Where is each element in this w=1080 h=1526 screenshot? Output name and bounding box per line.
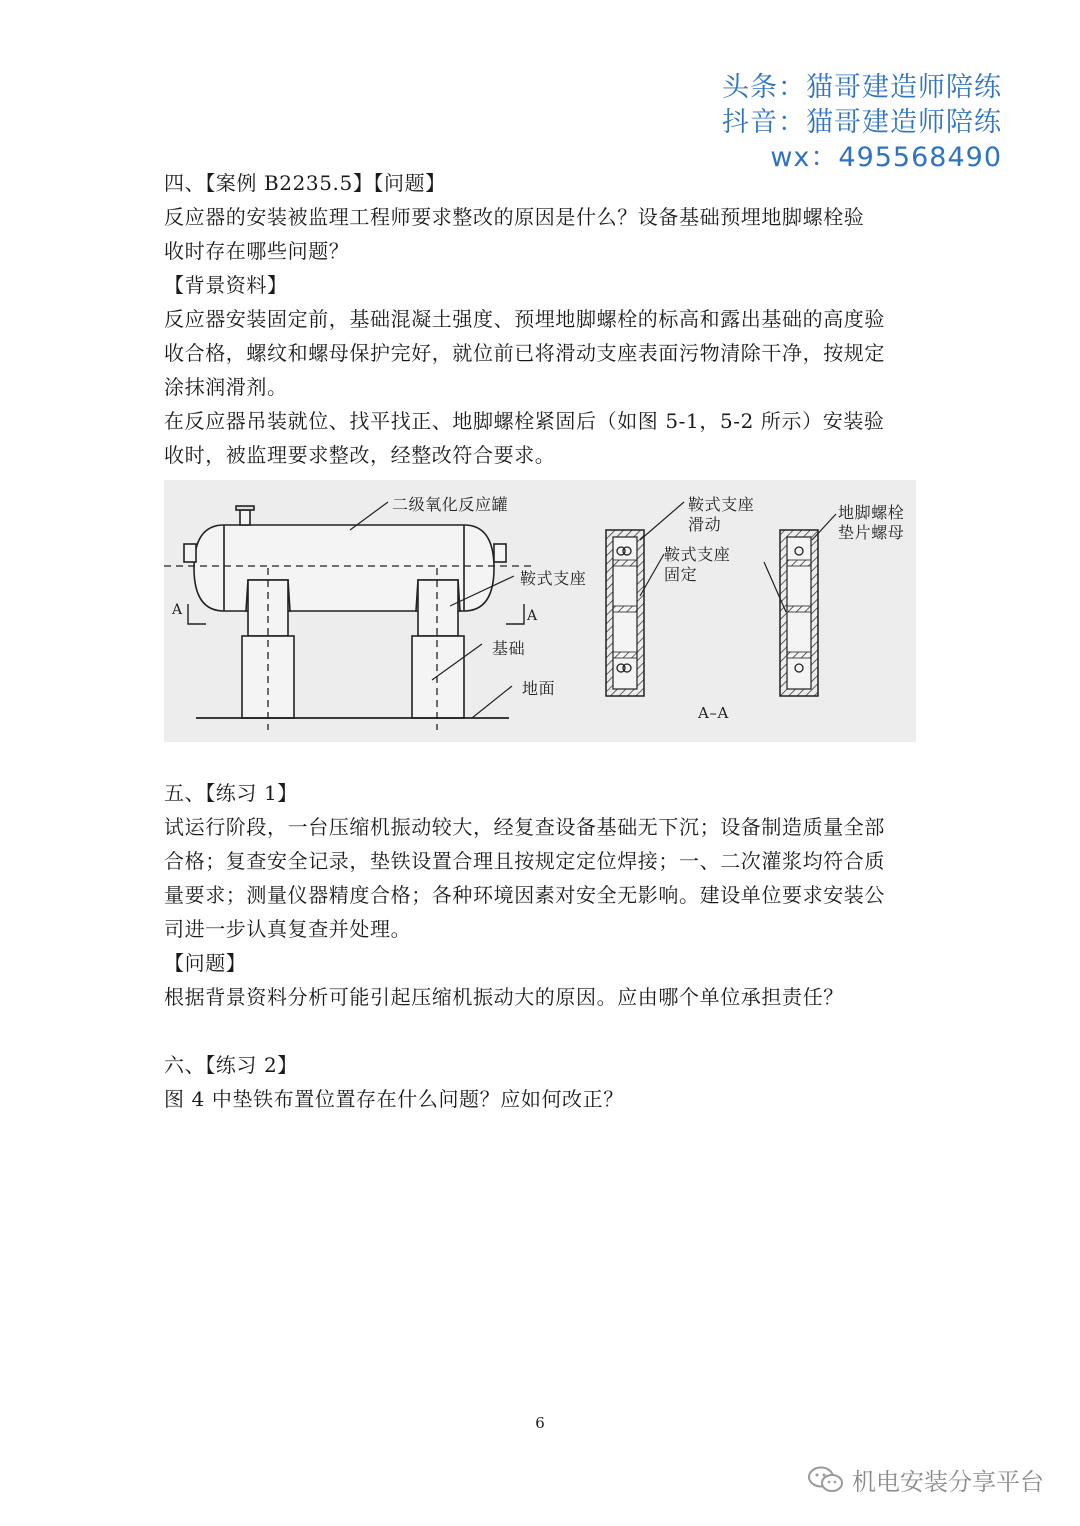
- brand-name: 机电安装分享平台: [852, 1468, 1044, 1496]
- section-mark-left: A: [172, 602, 183, 618]
- section-mark-right: A: [527, 608, 538, 624]
- section-5-paragraph-line: 量要求；测量仪器精度合格；各种环境因素对安全无影响。建设单位要求安装公: [164, 883, 885, 907]
- reactor-figure: [164, 480, 916, 742]
- background-line: 涂抹润滑剂。: [164, 375, 288, 399]
- watermark-line-2: 抖音：猫哥建造师陪练: [722, 107, 1002, 138]
- tank-label: 二级氧化反应罐: [392, 495, 509, 514]
- section-5-paragraph-line: 试运行阶段，一台压缩机振动较大，经复查设备基础无下沉；设备制造质量全部: [164, 815, 885, 839]
- watermark: [722, 70, 1002, 175]
- section-4-question-line: 反应器的安装被监理工程师要求整改的原因是什么？设备基础预埋地脚螺栓验: [164, 205, 865, 229]
- reactor-diagram: [164, 480, 916, 742]
- background-line: 反应器安装固定前，基础混凝土强度、预埋地脚螺栓的标高和露出基础的高度验: [164, 307, 885, 331]
- section-5-question: 根据背景资料分析可能引起压缩机振动大的原因。应由哪个单位承担责任？: [164, 985, 844, 1009]
- saddle-label: 鞍式支座: [520, 569, 587, 588]
- sliding-saddle-section: [606, 530, 644, 696]
- watermark-line-3: wx：495568490: [770, 142, 1002, 173]
- fixed-saddle-section: [780, 530, 818, 696]
- section-6-question: 图 4 中垫铁布置位置存在什么问题？应如何改正？: [164, 1087, 624, 1111]
- watermark-line-1: 头条：猫哥建造师陪练: [722, 72, 1002, 103]
- section-4-heading: 四、【案例 B2235.5】【问题】: [164, 171, 446, 195]
- section-4-question-line: 收时存在哪些问题？: [164, 239, 350, 263]
- wechat-icon: [808, 1466, 844, 1494]
- section-5-paragraph-line: 司进一步认真复查并处理。: [164, 917, 412, 941]
- background-line: 收时，被监理要求整改，经整改符合要求。: [164, 443, 556, 467]
- fixed-saddle-label-2: 固定: [664, 565, 698, 584]
- section-title: A–A: [698, 704, 729, 722]
- anchor-bolt-label-1: 地脚螺栓: [838, 503, 905, 522]
- reactor-tank: [164, 506, 534, 611]
- sliding-saddle-label-1: 鞍式支座: [688, 495, 755, 514]
- page-content: [164, 166, 924, 1116]
- section-5-heading: 五、【练习 1】: [164, 781, 298, 805]
- background-title: 【背景资料】: [164, 273, 288, 297]
- page-number: 6: [535, 1414, 545, 1432]
- section-6-heading: 六、【练习 2】: [164, 1053, 298, 1077]
- fixed-saddle-label-1: 鞍式支座: [664, 545, 731, 564]
- section-5-question-title: 【问题】: [164, 951, 247, 975]
- foundation-label: 基础: [492, 639, 526, 658]
- ground-label: 地面: [522, 679, 556, 698]
- brand-footer: [808, 1462, 1044, 1497]
- background-line: 收合格，螺纹和螺母保护完好，就位前已将滑动支座表面污物清除干净，按规定: [164, 341, 885, 365]
- section-5-paragraph-line: 合格；复查安全记录，垫铁设置合理且按规定定位焊接；一、二次灌浆均符合质: [164, 849, 885, 873]
- sliding-saddle-label-2: 滑动: [688, 515, 722, 534]
- anchor-bolt-label-2: 垫片螺母: [838, 523, 905, 542]
- background-line: 在反应器吊装就位、找平找正、地脚螺栓紧固后（如图 5-1，5-2 所示）安装验: [164, 409, 885, 433]
